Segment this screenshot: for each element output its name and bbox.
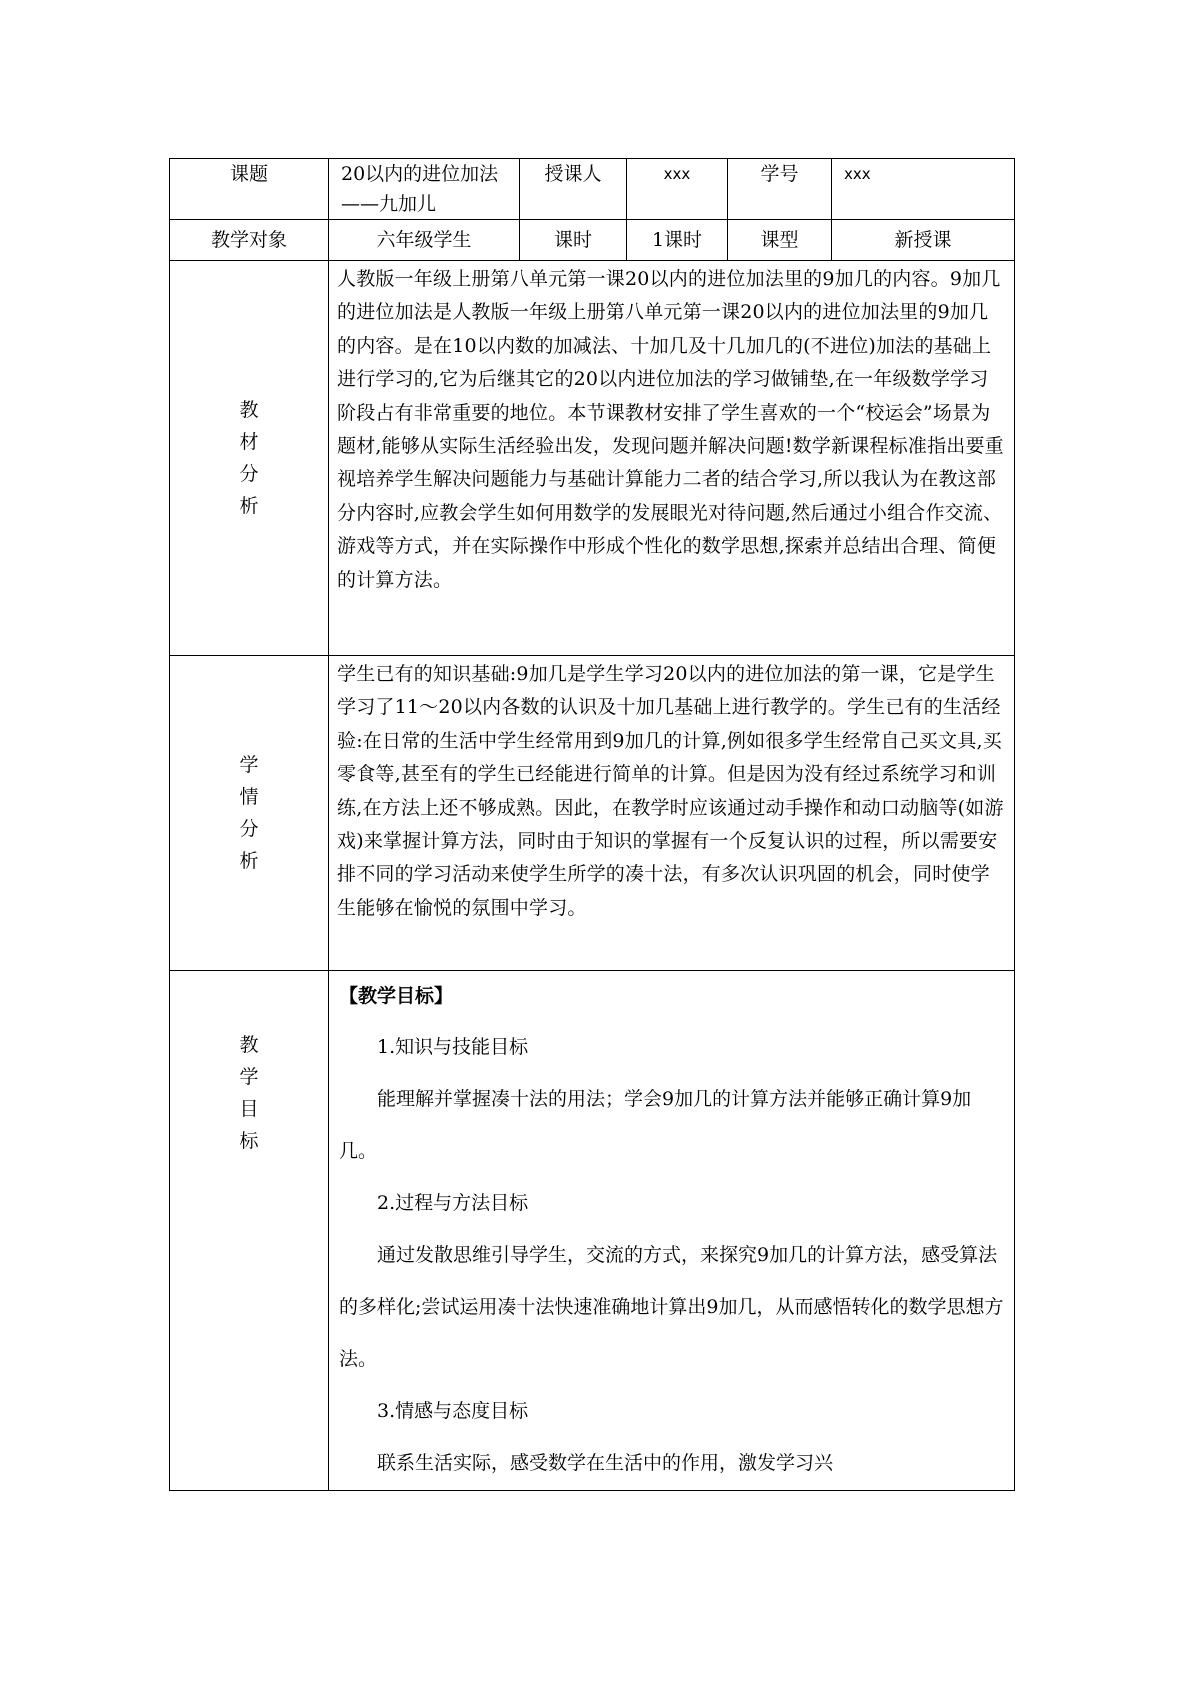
label-char: 目 bbox=[239, 1098, 259, 1120]
label-char: 教 bbox=[239, 399, 259, 421]
label-char: 标 bbox=[239, 1130, 259, 1152]
label-char: 学 bbox=[239, 1066, 259, 1088]
header-row-1 bbox=[170, 159, 1015, 220]
label-char: 学 bbox=[239, 754, 259, 776]
label-char: 析 bbox=[239, 495, 259, 517]
hours-value: 1课时 bbox=[627, 220, 728, 261]
goal-3-text: 联系生活实际，感受数学在生活中的作用，激发学习兴 bbox=[377, 1452, 834, 1474]
header-row-2 bbox=[170, 220, 1015, 261]
material-analysis-label bbox=[170, 261, 329, 656]
label-char: 分 bbox=[239, 818, 259, 840]
teacher-label: 授课人 bbox=[520, 159, 627, 220]
topic-label: 课题 bbox=[170, 159, 329, 220]
target-value: 六年级学生 bbox=[329, 220, 520, 261]
student-analysis-text: 学生已有的知识基础:9加几是学生学习20以内的进位加法的第一课，它是学生学习了11～20以内各数的认识及十加几基础上进行教学的。学生已有的生活经验:在日常的生活中学生经常用到9加几的计算,例如很多学生经常自己买文具,买零食等,甚至有的学生已经能进行简单的计算。但是因为没有经过系统学习和训练,在方法上还不够成熟。因此，在教学时应该通过动手操作和动口动脑等(如游戏)来掌握计算方法，同时由于知识的掌握有一个反复认识的过程，所以需要安排不同的学习活动来使学生所学的凑十法，有多次认识巩固的机会，同时使学生能够在愉悦的氛围中学习。 bbox=[329, 656, 1015, 971]
id-label: 学号 bbox=[728, 159, 832, 220]
teacher-value: xxx bbox=[627, 159, 728, 220]
goal-2-text: 通过发散思维引导学生，交流的方式，来探究9加几的计算方法，感受算法的多样化;尝试运用凑十法快速准确地计算出9加几，从而感悟转化的数学思想方法。 bbox=[339, 1244, 1004, 1370]
lesson-plan-table bbox=[169, 158, 1015, 1491]
goal-1-title: 1.知识与技能目标 bbox=[377, 1036, 529, 1058]
goal-2-title: 2.过程与方法目标 bbox=[377, 1192, 529, 1214]
label-char: 析 bbox=[239, 850, 259, 872]
target-label: 教学对象 bbox=[170, 220, 329, 261]
topic-value: 20以内的进位加法——九加儿 bbox=[329, 159, 520, 220]
goals-heading: 【教学目标】 bbox=[339, 985, 454, 1007]
goals-row bbox=[170, 971, 1015, 1491]
student-analysis-row bbox=[170, 656, 1015, 971]
label-char: 分 bbox=[239, 463, 259, 485]
material-analysis-row bbox=[170, 261, 1015, 656]
goal-3-title: 3.情感与态度目标 bbox=[377, 1400, 529, 1422]
goals-label bbox=[170, 971, 329, 1491]
student-analysis-label bbox=[170, 656, 329, 971]
hours-label: 课时 bbox=[520, 220, 627, 261]
goal-1-text: 能理解并掌握凑十法的用法；学会9加几的计算方法并能够正确计算9加几。 bbox=[339, 1088, 972, 1162]
label-char: 情 bbox=[239, 786, 259, 808]
material-analysis-text: 人教版一年级上册第八单元第一课20以内的进位加法里的9加几的内容。9加几的进位加法是人教版一年级上册第八单元第一课20以内的进位加法里的9加几的内容。是在10以内数的加减法、十加几及十几加几的(不进位)加法的基础上进行学习的,它为后继其它的20以内进位加法的学习做铺垫,在一年级数学学习阶段占有非常重要的地位。本节课教材安排了学生喜欢的一个“校运会”场景为题材,能够从实际生活经验出发，发现问题并解决问题!数学新课程标准指出要重视培养学生解决问题能力与基础计算能力二者的结合学习,所以我认为在教这部分内容时,应教会学生如何用数学的发展眼光对待问题,然后通过小组合作交流、游戏等方式，并在实际操作中形成个性化的数学思想,探索并总结出合理、简便的计算方法。 bbox=[329, 261, 1015, 656]
label-char: 材 bbox=[239, 431, 259, 453]
goals-content bbox=[329, 971, 1015, 1491]
id-value: xxx bbox=[832, 159, 1015, 220]
label-char: 教 bbox=[239, 1034, 259, 1056]
type-label: 课型 bbox=[728, 220, 832, 261]
type-value: 新授课 bbox=[832, 220, 1015, 261]
